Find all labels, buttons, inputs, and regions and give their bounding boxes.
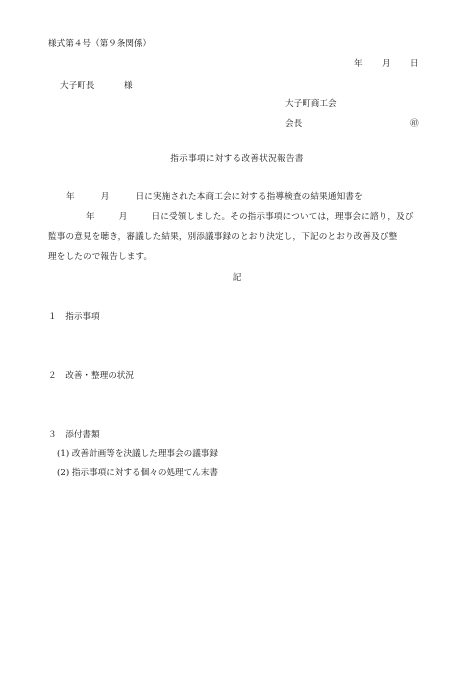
body-line-1 (48, 187, 428, 207)
section-1-label: 指示事項 (65, 312, 100, 322)
date-month: 月 (382, 59, 391, 69)
body-line-2 (48, 207, 428, 227)
section-3-label: 添付書類 (65, 430, 100, 440)
section-2 (48, 372, 134, 381)
section-2-label: 改善・整理の状況 (65, 371, 134, 381)
addressee-name: 大子町長 (60, 81, 95, 91)
section-1-number: １ (48, 312, 57, 322)
body-year-2: 年 (86, 212, 95, 222)
body-line-3: 監事の意見を聴き，審議した結果，別添議事録のとおり決定し，下記のとおり改善及び整 (48, 232, 398, 242)
section-3 (48, 431, 100, 440)
seal-mark: ㊞ (410, 119, 419, 129)
sender-organization: 大子町商工会 (285, 99, 337, 109)
date-year: 年 (354, 59, 363, 69)
body-paragraph (48, 187, 428, 267)
body-line-4: 理をしたので報告します。 (48, 252, 153, 262)
body-month-1: 月 (100, 192, 110, 202)
document-title: 指示事項に対する改善状況報告書 (170, 154, 304, 164)
date-day: 日 (410, 59, 419, 69)
section-2-number: ２ (48, 371, 57, 381)
form-number-label: 様式第４号（第９条関係） (48, 39, 152, 49)
body-year-1: 年 (66, 192, 75, 202)
body-month-2: 月 (118, 212, 128, 222)
addressee-honorific: 様 (124, 81, 133, 91)
attachment-item-2: (2) 指示事項に対する個々の処理てん末書 (57, 468, 218, 478)
body-text-2: 日に受領しました。その指示事項については，理事会に諮り，及び (151, 212, 414, 222)
sender-title: 会長 (285, 119, 303, 129)
ki-heading: 記 (232, 273, 242, 283)
attachment-item-1: (1) 改善計画等を決議した理事会の議事録 (57, 449, 218, 459)
section-3-number: ３ (48, 430, 57, 440)
section-1 (48, 313, 100, 322)
body-text-1: 日に実施された本商工会に対する指導検査の結果通知書を (135, 192, 363, 202)
